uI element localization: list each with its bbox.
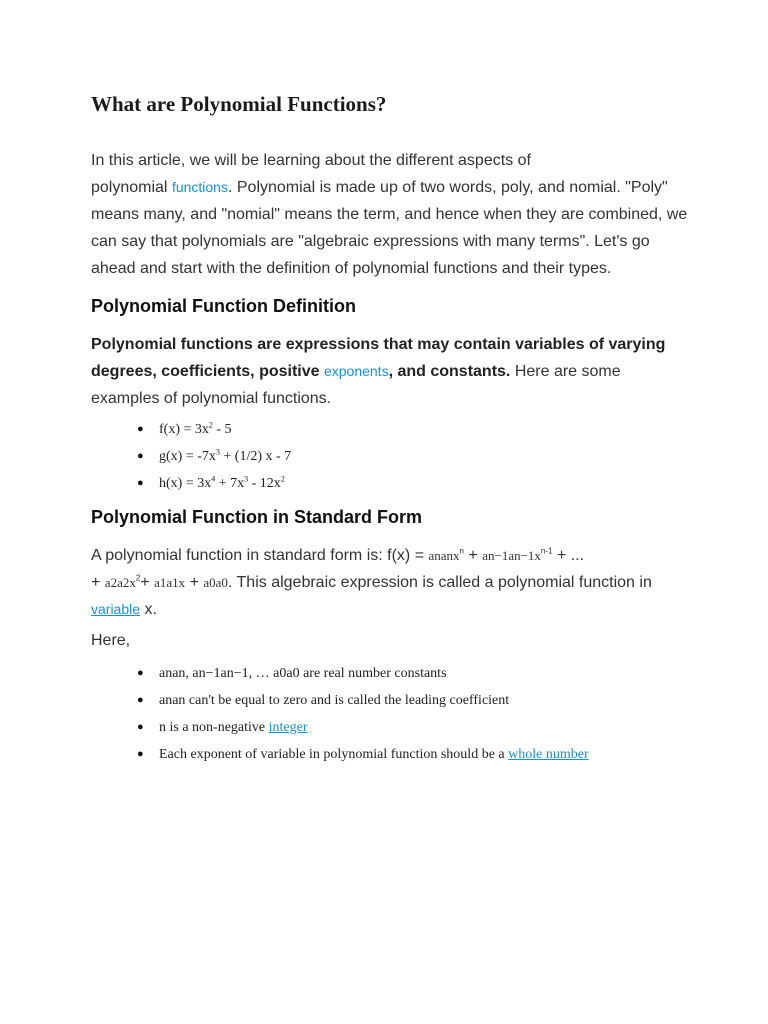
coefficient-term: a1a1x [154,575,186,590]
integer-link[interactable]: integer [268,720,308,735]
list-item [91,741,691,768]
definition-bold-a: Polynomial functions are expressions that may contain variables of varying degrees, coefficients, positive [91,336,666,380]
bullet-icon: ● [137,694,144,706]
list-item [91,687,691,714]
coefficient-term: a2a2x [104,575,136,590]
example-text: - 12x [248,476,281,491]
whole-number-link[interactable]: whole number [508,747,589,762]
standard-text: A polynomial function in standard form is: f(x) = [91,547,429,564]
exponent: n [459,546,464,556]
standard-text: + [140,574,155,591]
example-text: + 7x [215,476,245,491]
intro-paragraph [91,147,691,282]
bullet-icon: ● [137,748,144,760]
bullet-icon: ● [137,667,144,679]
standard-text: + [463,547,483,564]
bullet-icon: ● [137,477,144,489]
exponents-link[interactable]: exponents [323,363,389,379]
intro-prefix: polynomial [91,179,172,196]
list-item [91,443,691,470]
definition-heading: Polynomial Function Definition [91,296,356,316]
exponent: 4 [211,474,216,484]
example-text: h(x) = 3x [159,476,212,491]
bullet-icon: ● [137,423,144,435]
standard-text: + ... [552,547,585,564]
example-text: - 5 [212,422,232,437]
exponent: 3 [244,474,249,484]
note-text: anan can't be equal to zero and is called the leading coefficient [159,693,510,708]
note-text: n is a non-negative [159,720,269,735]
intro-rest: . Polynomial is made up of two words, poly, and nomial. "Poly" means many, and "nomial" means the term, and hence when they are combined, we can say that polynomials are "algebraic expressions with many terms". Let's go ahead and start with the definition of polynomial functions and their types. [91,179,688,277]
definition-bold-b: , and constants. [388,363,511,380]
exponent: 2 [208,420,213,430]
exponent: n-1 [540,546,553,556]
standard-text: + [91,574,105,591]
coefficient-term: an−1an−1x [482,548,541,563]
coefficient-term: ananx [428,548,460,563]
note-text: Each exponent of variable in polynomial function should be a [159,747,509,762]
definition-paragraph [91,331,691,412]
intro-line1: In this article, we will be learning about the different aspects of [91,152,531,169]
here-label: Here, [91,632,131,649]
notes-list [91,660,691,768]
article-body [91,92,691,768]
standard-text: + [185,574,204,591]
standard-text: . This algebraic expression is called a polynomial function in [227,574,652,591]
example-text: g(x) = -7x [159,449,216,464]
functions-link[interactable]: functions [171,179,228,195]
list-item [91,714,691,741]
variable-link[interactable]: variable [91,601,141,617]
list-item [91,660,691,687]
standard-form-paragraph [91,542,691,623]
examples-list [91,416,691,497]
standard-form-heading: Polynomial Function in Standard Form [91,507,423,527]
bullet-icon: ● [137,450,144,462]
example-text: f(x) = 3x [159,422,209,437]
exponent: 3 [215,447,220,457]
standard-text: x. [140,601,157,618]
list-item [91,416,691,443]
bullet-icon: ● [137,721,144,733]
article-title: What are Polynomial Functions? [91,92,387,116]
definition-rest: Here are some examples of polynomial functions. [91,363,621,407]
exponent: 2 [280,474,285,484]
list-item [91,470,691,497]
coefficient-term: a0a0 [203,575,228,590]
exponent: 2 [135,573,141,583]
example-text: + (1/2) x - 7 [219,449,292,464]
note-text: anan, an−1an−1, … a0a0 are real number constants [159,666,447,681]
